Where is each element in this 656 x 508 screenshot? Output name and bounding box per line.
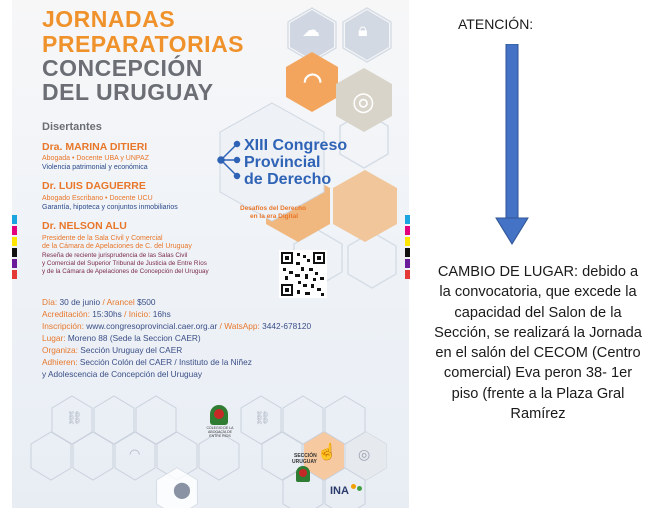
speaker-2-name: Dr. LUIS DAGUERRE (42, 180, 146, 192)
speaker-1-name: Dra. MARINA DITIERI (42, 141, 148, 153)
chain-icon: ⛓ (254, 410, 271, 425)
ina-dot-yellow (351, 484, 356, 489)
touch-icon: ☝ (317, 444, 337, 461)
registration-label: Inscripción: (42, 321, 84, 331)
accreditation-value: 15:30hs (92, 309, 122, 319)
speaker-3-name: Dr. NELSON ALU (42, 220, 127, 232)
print-mark-magenta-right (405, 226, 410, 235)
day-label: Día: (42, 297, 58, 307)
seccion-logo-text-1: SECCIÓN (294, 453, 317, 459)
seccion-logo-text-2: URUGUAY (292, 459, 317, 465)
location-pin-icon: ⬤ (173, 482, 191, 499)
seccion-shield-center (299, 469, 307, 477)
organizer-line (42, 345, 182, 355)
event-time-line (42, 309, 171, 319)
notice-heading: ATENCIÓN: (458, 16, 534, 32)
place-line (42, 333, 201, 343)
day-value: 30 de junio (59, 297, 101, 307)
organizer-label: Organiza: (42, 345, 78, 355)
print-mark-cyan-right (405, 215, 410, 224)
qr-code[interactable] (279, 250, 327, 298)
fingerprint-icon: ◎ (352, 86, 375, 116)
organizer-value: Sección Uruguay del CAER (80, 345, 183, 355)
link-icon: ⛓ (66, 410, 83, 425)
notice-body: CAMBIO DE LUGAR: debido a la convocatoria, que excede la capacidad del Salon de la Sección, se realizará la Jornada en el salón del CECOM (Centro comercial) Eva peron 38- 1er piso (frente a la Plaza Gral Ramírez (434, 264, 642, 423)
start-value: 16hs (152, 309, 171, 319)
accreditation-label: Acreditación: (42, 309, 90, 319)
poster-title-line3: CONCEPCIÓN (42, 55, 203, 81)
event-poster (12, 0, 409, 508)
start-label: Inicio: (128, 309, 151, 319)
speaker-2-topic: Garantía, hipoteca y conjuntos inmobiliarios (42, 204, 178, 211)
separator: / (102, 297, 105, 307)
poster-title-line4: DEL URUGUAY (42, 79, 214, 105)
separator: / (219, 321, 222, 331)
print-mark-black (12, 248, 17, 257)
print-mark-yellow-right (405, 237, 410, 246)
registration-url[interactable]: www.congresoprovincial.caer.org.ar (86, 321, 218, 331)
place-label: Lugar: (42, 333, 66, 343)
adherents-label: Adhieren: (42, 357, 78, 367)
cloud-download-icon: ☁ (302, 20, 320, 40)
wifi-small-icon: ◠ (129, 446, 141, 461)
whatsapp-number: 3442-678120 (262, 321, 312, 331)
place-value: Moreno 88 (Sede la Seccion CAER) (67, 333, 201, 343)
poster-title-line1: JORNADAS (42, 6, 176, 32)
congress-title-line2: Provincial (244, 154, 321, 171)
fee-label: Arancel (106, 297, 135, 307)
speakers-heading: Disertantes (42, 121, 102, 133)
congress-title-line1: XIII Congreso (244, 137, 348, 154)
print-mark-violet-right (405, 259, 410, 268)
adherents-value-2: y Adolescencia de Concepción del Uruguay (42, 369, 203, 379)
print-mark-yellow (12, 237, 17, 246)
speaker-2-role: Abogado Escribano • Docente UCU (42, 195, 153, 202)
print-mark-cyan (12, 215, 17, 224)
down-arrow-icon (494, 44, 530, 246)
fee-value: $500 (137, 297, 156, 307)
speaker-1-role: Abogada • Docente UBA y UNPAZ (42, 155, 149, 162)
separator: / (124, 309, 127, 319)
colegio-logo-text: COLEGIO DE LA ABOGACÍA DE ENTRE RÍOS (206, 426, 234, 438)
lock-icon: 🔒︎ (358, 20, 368, 40)
adherents-line (42, 357, 252, 367)
poster-title-line2: PREPARATORIAS (42, 31, 245, 57)
ina-logo: INA (330, 485, 349, 497)
ina-dot-green (357, 486, 362, 491)
print-mark-magenta (12, 226, 17, 235)
speaker-3-role-2: de la Cámara de Apelaciones de C. del Uruguay (42, 243, 192, 250)
whatsapp-label: WatsApp: (224, 321, 260, 331)
speaker-1-topic: Violencia patrimonial y económica (42, 164, 148, 171)
adherents-value-1: Sección Colón del CAER / Instituto de la Niñez (79, 357, 252, 367)
colegio-shield-center (214, 409, 224, 419)
congress-tagline-1: Desafíos del Derecho (240, 205, 307, 212)
print-mark-red-right (405, 270, 410, 279)
speaker-3-topic-2: y Comercial del Superior Tribunal de Justicia de Entre Ríos (42, 260, 207, 267)
speaker-3-role-1: Presidente de la Sala Civil y Comercial (42, 235, 163, 242)
wifi-icon: ◠ (303, 68, 323, 93)
fingerprint-small-icon: ◎ (358, 446, 371, 462)
congress-network-icon (217, 138, 243, 182)
registration-line (42, 321, 311, 331)
congress-tagline-2: en la era Digital (250, 213, 299, 220)
print-mark-red (12, 270, 17, 279)
print-mark-black-right (405, 248, 410, 257)
speaker-3-topic-1: Reseña de reciente jurisprudencia de las Salas Civil (42, 252, 188, 259)
print-mark-violet (12, 259, 17, 268)
speaker-3-topic-3: y de la Cámara de Apelaciones de Concepción del Uruguay (42, 268, 209, 275)
event-date-fee-line (42, 297, 156, 307)
congress-title-line3: de Derecho (244, 171, 332, 188)
